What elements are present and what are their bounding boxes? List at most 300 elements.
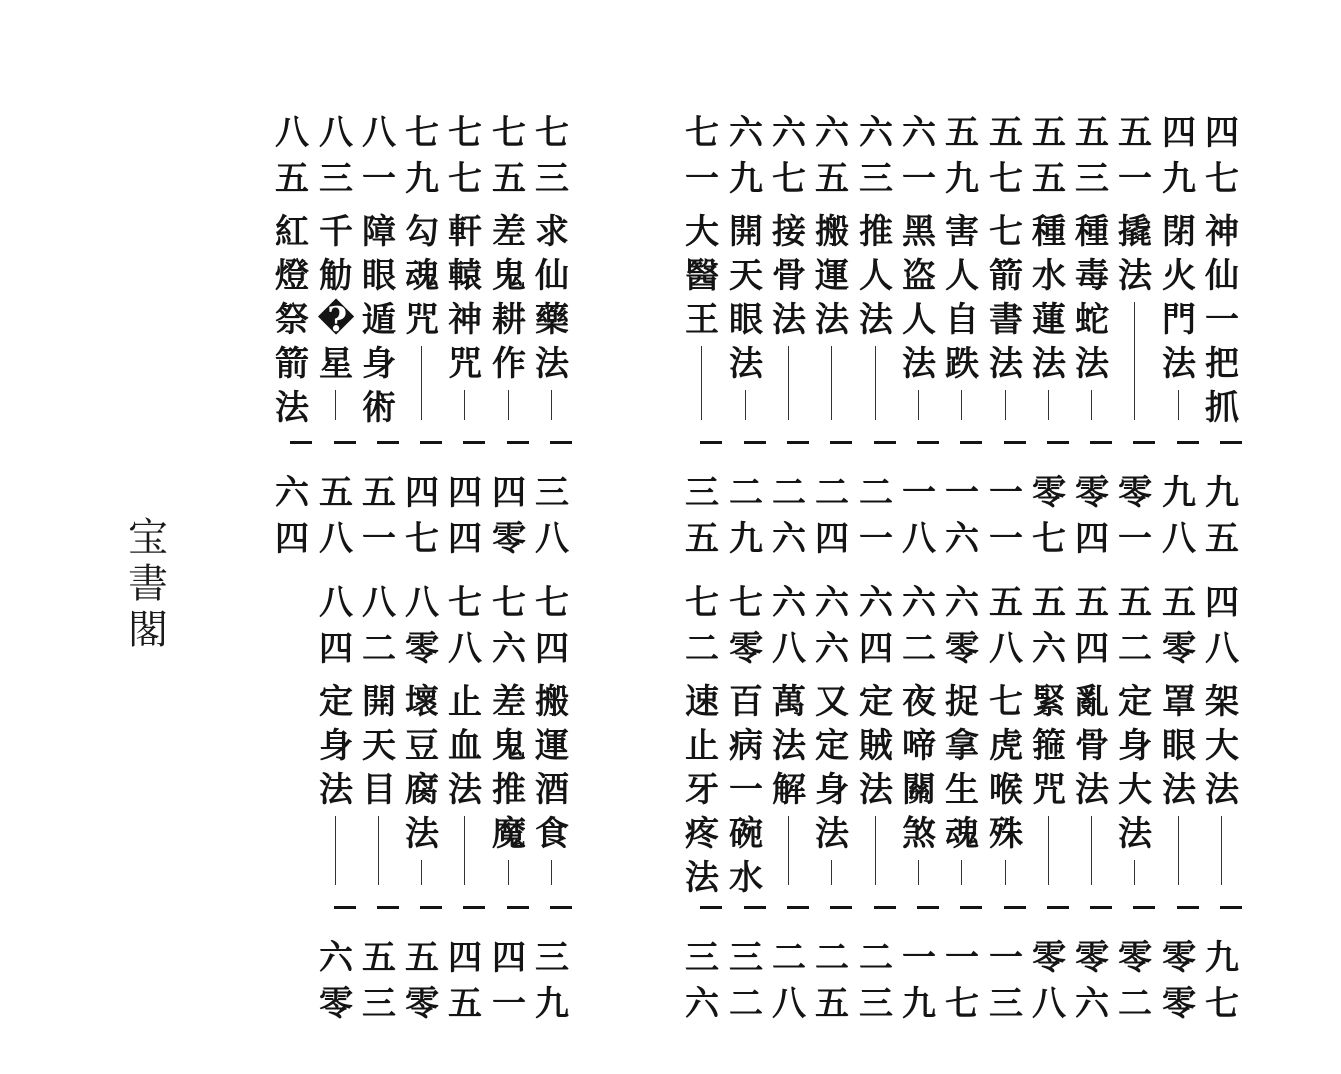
page-prefix-dash xyxy=(984,885,1028,931)
page-number-char: 二 xyxy=(729,984,763,1024)
entry-title-char: 千 xyxy=(319,212,353,252)
page-prefix-dash xyxy=(854,885,898,931)
page-prefix-dash xyxy=(940,420,984,466)
page-number xyxy=(357,935,401,1027)
entry-number xyxy=(357,110,401,202)
toc-entry xyxy=(314,110,358,562)
entry-number-char: 八 xyxy=(319,113,353,153)
page-prefix-dash xyxy=(897,420,941,466)
entry-title-char: 種 xyxy=(1032,212,1066,252)
toc-entry xyxy=(984,110,1028,562)
entry-number-char: 七 xyxy=(729,583,763,623)
page-number-char: 零 xyxy=(1118,938,1152,978)
page-prefix-dash xyxy=(724,420,768,466)
entry-number xyxy=(1113,110,1157,202)
page-prefix-dash xyxy=(724,885,768,931)
entry-number xyxy=(810,110,854,202)
page-prefix-dash xyxy=(1027,420,1071,466)
entry-title xyxy=(810,680,854,856)
entry-title-char: 身 xyxy=(815,770,849,810)
entry-title xyxy=(1157,210,1201,386)
entry-number-char: 五 xyxy=(1032,113,1066,153)
entry-number xyxy=(854,580,898,672)
page-number xyxy=(1027,470,1071,562)
entry-title-char: 一 xyxy=(1205,300,1239,340)
entry-title-char: 眼 xyxy=(362,256,396,296)
entry-title-char: 水 xyxy=(1032,256,1066,296)
page-number xyxy=(1113,935,1157,1027)
entry-title-char: 勾 xyxy=(405,212,439,252)
leader-line xyxy=(464,390,465,420)
entry-number xyxy=(940,580,984,672)
page-prefix-dash xyxy=(357,420,401,466)
page-number-char: 零 xyxy=(1162,938,1196,978)
leader-line xyxy=(918,390,919,420)
entry-number-char: 七 xyxy=(772,159,806,199)
entry-title-char: 定 xyxy=(859,682,893,722)
toc-entry xyxy=(1070,580,1114,1027)
page-number-char: 四 xyxy=(492,473,526,513)
entry-number-char: 六 xyxy=(902,583,936,623)
page-prefix-dash xyxy=(897,885,941,931)
entry-number-char: 四 xyxy=(319,629,353,669)
entry-number-char: 七 xyxy=(685,113,719,153)
toc-entry xyxy=(810,580,854,1027)
entry-title xyxy=(443,680,487,812)
page-number-char: 四 xyxy=(448,519,482,559)
page-prefix-dash xyxy=(314,885,358,931)
entry-title-char: 拿 xyxy=(945,726,979,766)
page-number xyxy=(1200,470,1244,562)
entry-title-char: 法 xyxy=(1032,344,1066,384)
entry-title-char: 豆 xyxy=(405,726,439,766)
entry-number xyxy=(1113,580,1157,672)
entry-title-char: 咒 xyxy=(448,344,482,384)
page-number xyxy=(854,470,898,562)
entry-number-char: 六 xyxy=(815,629,849,669)
leader-line xyxy=(1178,390,1179,420)
entry-title-char: 法 xyxy=(448,770,482,810)
page-number-char: 一 xyxy=(902,938,936,978)
entry-number-char: 九 xyxy=(729,159,763,199)
page-number-char: 零 xyxy=(1075,473,1109,513)
leader-line xyxy=(1048,390,1049,420)
toc-entry xyxy=(530,580,574,1027)
entry-title xyxy=(1027,210,1071,386)
entry-title-char: 運 xyxy=(535,726,569,766)
page-number-char: 五 xyxy=(405,938,439,978)
page-number xyxy=(940,470,984,562)
page-number xyxy=(897,935,941,1027)
page-number-char: 五 xyxy=(319,473,353,513)
entry-number-char: 八 xyxy=(319,583,353,623)
page-number-char: 八 xyxy=(1032,984,1066,1024)
page-prefix-dash xyxy=(1070,885,1114,931)
entry-title-char: 搬 xyxy=(815,212,849,252)
entry-number xyxy=(680,110,724,202)
entry-number-char: 七 xyxy=(685,583,719,623)
entry-number xyxy=(443,580,487,672)
page-number-char: 五 xyxy=(685,519,719,559)
entry-number-char: 六 xyxy=(815,113,849,153)
entry-title-char: 架 xyxy=(1205,682,1239,722)
entry-number-char: 零 xyxy=(729,629,763,669)
entry-title-char: 血 xyxy=(448,726,482,766)
entry-number-char: 五 xyxy=(1075,113,1109,153)
entry-number-char: 八 xyxy=(772,629,806,669)
entry-number-char: 六 xyxy=(772,113,806,153)
entry-number-char: 三 xyxy=(535,159,569,199)
entry-title-char: 生 xyxy=(945,770,979,810)
entry-number xyxy=(443,110,487,202)
entry-title-char: 萬 xyxy=(772,682,806,722)
page-number-char: 四 xyxy=(448,473,482,513)
entry-title-char: 身 xyxy=(319,726,353,766)
page-number-char: 三 xyxy=(535,938,569,978)
leader-line xyxy=(551,860,552,885)
entry-number xyxy=(400,580,444,672)
toc-entry xyxy=(270,110,314,562)
leader-line xyxy=(875,346,876,420)
page-number xyxy=(984,935,1028,1027)
leader-line xyxy=(1005,390,1006,420)
entry-title-char: 醫 xyxy=(685,256,719,296)
entry-title-char: 接 xyxy=(772,212,806,252)
leader-line xyxy=(1178,816,1179,885)
page-number xyxy=(1157,935,1201,1027)
entry-title-char: 法 xyxy=(1118,814,1152,854)
entry-title-char: 眼 xyxy=(729,300,763,340)
leader-line xyxy=(1091,390,1092,420)
page-number-char: 零 xyxy=(1162,984,1196,1024)
page-number xyxy=(897,470,941,562)
entry-number-char: 二 xyxy=(685,629,719,669)
toc-entry xyxy=(767,580,811,1027)
page-number-char: 四 xyxy=(448,938,482,978)
page-number-char: 一 xyxy=(989,938,1023,978)
page-number-char: 零 xyxy=(1118,473,1152,513)
entry-title xyxy=(1200,210,1244,430)
entry-number xyxy=(530,110,574,202)
entry-number-char: 九 xyxy=(945,159,979,199)
entry-number-char: 七 xyxy=(448,113,482,153)
leader-line xyxy=(961,860,962,885)
page-prefix-dash xyxy=(1157,885,1201,931)
page-number-char: 二 xyxy=(815,938,849,978)
page-number xyxy=(1200,935,1244,1027)
toc-entry xyxy=(1157,110,1201,562)
entry-number xyxy=(314,580,358,672)
entry-title-char: 法 xyxy=(405,814,439,854)
page-number xyxy=(400,935,444,1027)
entry-number-char: 一 xyxy=(902,159,936,199)
leader-line xyxy=(831,346,832,420)
entry-title-char: 蛇 xyxy=(1075,300,1109,340)
page-prefix-dash xyxy=(443,885,487,931)
entry-number-char: 零 xyxy=(1162,629,1196,669)
entry-title-char: 種 xyxy=(1075,212,1109,252)
page-prefix-dash xyxy=(1113,885,1157,931)
page-number-char: 五 xyxy=(815,984,849,1024)
entry-title-char: 啼 xyxy=(902,726,936,766)
entry-title xyxy=(724,210,768,386)
page-number xyxy=(1070,470,1114,562)
page-number-char: 七 xyxy=(945,984,979,1024)
page-number-char: 零 xyxy=(1032,938,1066,978)
entry-title-char: 差 xyxy=(492,212,526,252)
entry-number-char: 五 xyxy=(1032,583,1066,623)
entry-number xyxy=(940,110,984,202)
entry-title-char: 罩 xyxy=(1162,682,1196,722)
toc-entry xyxy=(724,110,768,562)
entry-title-char: 人 xyxy=(859,256,893,296)
entry-number-char: 五 xyxy=(1118,583,1152,623)
leader-line xyxy=(421,346,422,420)
entry-number-char: 七 xyxy=(535,113,569,153)
entry-title xyxy=(984,210,1028,386)
entry-number-char: 零 xyxy=(405,629,439,669)
entry-number-char: 八 xyxy=(1205,629,1239,669)
entry-title xyxy=(1070,680,1114,812)
page-number xyxy=(810,935,854,1027)
entry-number-char: 五 xyxy=(1032,159,1066,199)
page-number xyxy=(1070,935,1114,1027)
entry-title-char: 神 xyxy=(1205,212,1239,252)
entry-number-char: 七 xyxy=(1205,159,1239,199)
page-number xyxy=(530,470,574,562)
entry-title-char: 碗 xyxy=(729,814,763,854)
page-number-char: 二 xyxy=(772,473,806,513)
entry-number-char: 四 xyxy=(1075,629,1109,669)
page-number-char: 二 xyxy=(859,938,893,978)
page-number xyxy=(767,935,811,1027)
page-number xyxy=(1113,470,1157,562)
entry-title-char: 門 xyxy=(1162,300,1196,340)
page-number-char: 七 xyxy=(1032,519,1066,559)
toc-entry xyxy=(357,580,401,1027)
toc-entry xyxy=(767,110,811,562)
entry-title-char: 書 xyxy=(989,300,1023,340)
entry-title xyxy=(897,210,941,386)
entry-title xyxy=(680,210,724,342)
toc-entry xyxy=(1200,110,1244,562)
entry-title-char: 疼 xyxy=(685,814,719,854)
toc-entry xyxy=(1027,110,1071,562)
entry-title-char: 搬 xyxy=(535,682,569,722)
page-number xyxy=(443,470,487,562)
entry-title-char: 障 xyxy=(362,212,396,252)
entry-title-char: 牙 xyxy=(685,770,719,810)
entry-number xyxy=(984,110,1028,202)
entry-title-char: 箭 xyxy=(989,256,1023,296)
entry-title-char: 亂 xyxy=(1075,682,1109,722)
entry-title-char: 速 xyxy=(685,682,719,722)
entry-title-char: 毒 xyxy=(1075,256,1109,296)
entry-title-char: 法 xyxy=(859,300,893,340)
entry-number-char: 二 xyxy=(902,629,936,669)
page-number-char: 九 xyxy=(1205,938,1239,978)
page-prefix-dash xyxy=(1157,420,1201,466)
entry-number-char: 四 xyxy=(859,629,893,669)
entry-title-char: 抓 xyxy=(1205,388,1239,428)
entry-title-char: 法 xyxy=(275,388,309,428)
entry-number-char: 二 xyxy=(1118,629,1152,669)
entry-title-char: 病 xyxy=(729,726,763,766)
entry-title-char: 箍 xyxy=(1032,726,1066,766)
page-number xyxy=(854,935,898,1027)
entry-title-char: 喉 xyxy=(989,770,1023,810)
page-number-char: 三 xyxy=(989,984,1023,1024)
page-prefix-dash xyxy=(1200,420,1244,466)
entry-title-char: 遁 xyxy=(362,300,396,340)
toc-entry xyxy=(724,580,768,1027)
leader-line xyxy=(745,390,746,420)
page-number-char: 四 xyxy=(275,519,309,559)
entry-number-char: 七 xyxy=(405,113,439,153)
toc-entry xyxy=(940,110,984,562)
entry-title-char: 魔 xyxy=(492,814,526,854)
entry-number-char: 八 xyxy=(405,583,439,623)
toc-entry xyxy=(314,580,358,1027)
leader-line xyxy=(875,816,876,885)
entry-number-char: 三 xyxy=(1075,159,1109,199)
page-number xyxy=(400,470,444,562)
page-number-char: 六 xyxy=(1075,984,1109,1024)
page-number-char: 二 xyxy=(815,473,849,513)
page-number-char: 八 xyxy=(319,519,353,559)
page-prefix-dash xyxy=(1113,420,1157,466)
toc-entry xyxy=(680,110,724,562)
toc-entry xyxy=(530,110,574,562)
page-number-char: 六 xyxy=(685,984,719,1024)
entry-title-char: 法 xyxy=(772,300,806,340)
page-number xyxy=(810,470,854,562)
entry-title-char: 推 xyxy=(492,770,526,810)
entry-number-char: 六 xyxy=(902,113,936,153)
leader-line xyxy=(788,816,789,885)
page-number xyxy=(357,470,401,562)
page-number xyxy=(767,470,811,562)
page-number-char: 二 xyxy=(772,938,806,978)
entry-number-char: 六 xyxy=(1032,629,1066,669)
entry-number xyxy=(767,110,811,202)
page-prefix-dash xyxy=(810,420,854,466)
page-number-char: 三 xyxy=(685,473,719,513)
toc-entry xyxy=(443,110,487,562)
entry-title-char: 開 xyxy=(362,682,396,722)
entry-title-char: 法 xyxy=(902,344,936,384)
entry-title-char: 求 xyxy=(535,212,569,252)
entry-title-char: 法 xyxy=(1118,256,1152,296)
page-number-char: 二 xyxy=(729,473,763,513)
entry-number-char: 五 xyxy=(989,583,1023,623)
entry-number-char: 五 xyxy=(815,159,849,199)
entry-title-char: 一 xyxy=(729,770,763,810)
leader-line xyxy=(508,860,509,885)
entry-title xyxy=(357,680,401,812)
page-prefix-dash xyxy=(270,420,314,466)
entry-title-char: 祭 xyxy=(275,300,309,340)
leader-line xyxy=(961,390,962,420)
toc-entry xyxy=(1113,110,1157,562)
entry-title-char: 定 xyxy=(815,726,849,766)
entry-number-char: 七 xyxy=(989,159,1023,199)
toc-entry xyxy=(984,580,1028,1027)
entry-number xyxy=(314,110,358,202)
toc-entry xyxy=(1027,580,1071,1027)
toc-entry xyxy=(897,580,941,1027)
entry-title-char: 觔 xyxy=(319,256,353,296)
entry-title xyxy=(1027,680,1071,812)
entry-title-char: 天 xyxy=(729,256,763,296)
page-number-char: 一 xyxy=(945,938,979,978)
page-number-char: 九 xyxy=(729,519,763,559)
entry-title xyxy=(724,680,768,900)
page-number-char: 六 xyxy=(319,938,353,978)
page-number-char: 八 xyxy=(535,519,569,559)
entry-title-char: 魂 xyxy=(405,256,439,296)
entry-title-char: 法 xyxy=(1162,344,1196,384)
entry-title-char: 自 xyxy=(945,300,979,340)
page-number xyxy=(314,470,358,562)
toc-entry xyxy=(1070,110,1114,562)
entry-title-char: 身 xyxy=(1118,726,1152,766)
entry-title-char: 咒 xyxy=(1032,770,1066,810)
entry-title xyxy=(1157,680,1201,812)
entry-title-char: 害 xyxy=(945,212,979,252)
entry-title xyxy=(810,210,854,342)
entry-title-char: 酒 xyxy=(535,770,569,810)
leader-line xyxy=(831,860,832,885)
entry-number-char: 五 xyxy=(1118,113,1152,153)
leader-line xyxy=(421,860,422,885)
entry-number-char: 七 xyxy=(492,113,526,153)
entry-title-char: 骨 xyxy=(1075,726,1109,766)
entry-title-char: 七 xyxy=(989,212,1023,252)
page-prefix-dash xyxy=(357,885,401,931)
entry-title-char: 軒 xyxy=(448,212,482,252)
entry-title-char: 推 xyxy=(859,212,893,252)
entry-title-char: 止 xyxy=(448,682,482,722)
entry-title-char: 解 xyxy=(772,770,806,810)
page-number-char: 一 xyxy=(902,473,936,513)
entry-number-char: 六 xyxy=(729,113,763,153)
page-number xyxy=(530,935,574,1027)
entry-title-char: 藥 xyxy=(535,300,569,340)
entry-title xyxy=(1113,680,1157,856)
entry-title-char: 蓮 xyxy=(1032,300,1066,340)
entry-title-char: 運 xyxy=(815,256,849,296)
entry-number-char: 六 xyxy=(859,583,893,623)
leader-line xyxy=(1221,816,1222,885)
entry-title xyxy=(357,210,401,430)
page-number xyxy=(443,935,487,1027)
entry-number-char: 九 xyxy=(405,159,439,199)
page-number xyxy=(680,470,724,562)
entry-title-char: 火 xyxy=(1162,256,1196,296)
page-number xyxy=(314,935,358,1027)
entry-number-char: 六 xyxy=(815,583,849,623)
page-number-char: 七 xyxy=(405,519,439,559)
page-prefix-dash xyxy=(487,885,531,931)
entry-title-char: 身 xyxy=(362,344,396,384)
entry-number-char: 四 xyxy=(1162,113,1196,153)
entry-title-char: 捉 xyxy=(945,682,979,722)
entry-title xyxy=(400,680,444,856)
page-number-char: 九 xyxy=(1205,473,1239,513)
entry-number-char: 三 xyxy=(319,159,353,199)
entry-title-char: 又 xyxy=(815,682,849,722)
